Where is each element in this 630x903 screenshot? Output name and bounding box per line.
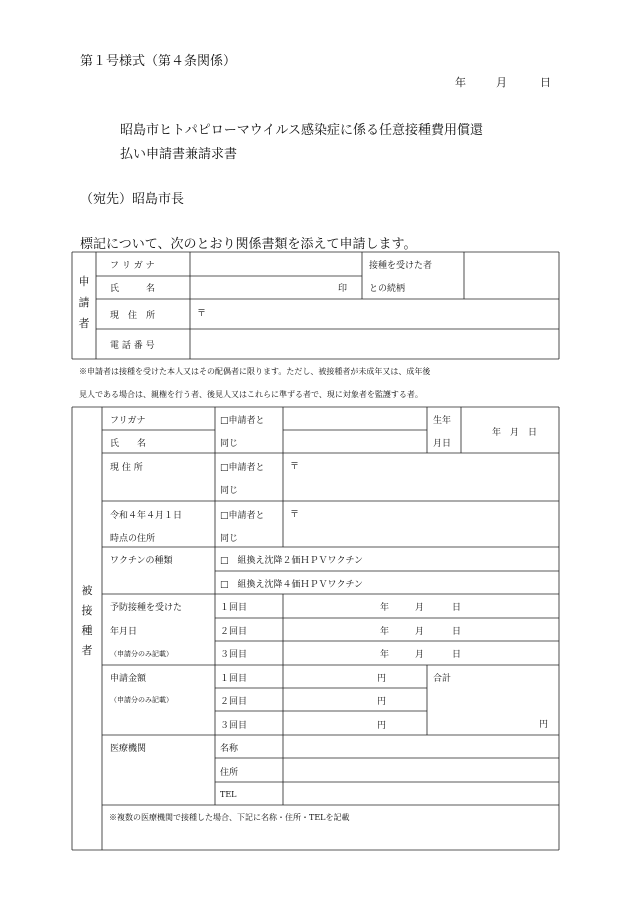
- applicant-address-input[interactable]: [210, 300, 558, 328]
- dose2-year: 年: [380, 627, 390, 637]
- facility-label: 医療機関: [110, 744, 147, 754]
- r4-address-label-2: 時点の住所: [110, 534, 156, 544]
- vaccination-date-note: （申請分のみ記載）: [110, 650, 173, 658]
- recipient-same-address-checkbox[interactable]: □申請者と: [220, 463, 265, 473]
- facility-address-input[interactable]: [284, 759, 558, 781]
- dose2-month: 月: [415, 627, 425, 637]
- applicant-relation-input[interactable]: [465, 253, 558, 298]
- recipient-postal-mark: 〒: [290, 462, 300, 472]
- recipient-name-input[interactable]: [284, 431, 426, 452]
- applicant-relation-label-1: 接種を受けた者: [369, 261, 433, 271]
- form-number: 第１号様式（第４条関係）: [80, 54, 237, 69]
- addressee: （宛先）昭島市長: [80, 192, 185, 207]
- dose3-year: 年: [380, 650, 390, 660]
- amount-note: （申請分のみ記載）: [110, 696, 173, 704]
- dose1-day: 日: [452, 603, 462, 613]
- r4-same-label: 同じ: [220, 534, 239, 544]
- total-yen: 円: [539, 720, 549, 730]
- recipient-name-label: 氏 名: [110, 439, 147, 449]
- applicant-postal-mark: 〒: [197, 309, 207, 319]
- amount2-input[interactable]: [284, 689, 374, 710]
- vaccination-date-label-2: 年月日: [110, 627, 138, 637]
- intro-text: 標記について、次のとおり関係書類を添えて申請します。: [80, 237, 417, 252]
- applicant-name-input[interactable]: [191, 277, 331, 298]
- applicant-address-label: 現 住 所: [110, 311, 156, 321]
- date-dose-3: ３回目: [220, 650, 248, 660]
- recipient-same-address-label: 同じ: [220, 486, 239, 496]
- birth-date: 年 月 日: [492, 428, 538, 438]
- amount2-yen: 円: [377, 697, 387, 707]
- applicant-furigana-input[interactable]: [191, 253, 361, 275]
- facility-tel-label: TEL: [220, 790, 237, 799]
- multi-facility-note: ※複数の医療機関で接種した場合、下記に名称・住所・TELを記載: [109, 813, 350, 822]
- birth-label-2: 月日: [433, 439, 452, 449]
- form-title-line1: 昭島市ヒトパピローマウイルス感染症に係る任意接種費用償還: [120, 123, 483, 138]
- recipient-same-name-label: 同じ: [220, 439, 239, 449]
- facility-name-input[interactable]: [284, 736, 558, 757]
- amount-dose-3: ３回目: [220, 721, 248, 731]
- header-date-month: 月: [496, 76, 507, 89]
- date-dose-2: ２回目: [220, 627, 248, 637]
- recipient-address-input[interactable]: [300, 454, 558, 500]
- amount3-input[interactable]: [284, 712, 374, 734]
- dose3-day: 日: [452, 650, 462, 660]
- vaccine-option-4valent[interactable]: □ 組換え沈降４価ＨＰＶワクチン: [220, 580, 364, 590]
- dose1-year: 年: [380, 603, 390, 613]
- applicant-phone-label: 電 話 番 号: [110, 341, 155, 351]
- vaccination-date-label-1: 予防接種を受けた: [110, 603, 183, 613]
- applicant-name-label: 氏 名: [110, 284, 156, 294]
- amount3-yen: 円: [377, 721, 387, 731]
- r4-same-checkbox[interactable]: □申請者と: [220, 511, 265, 521]
- recipient-furigana-label: フリガナ: [110, 416, 146, 426]
- multi-facility-input[interactable]: [103, 828, 558, 849]
- recipient-section-label: 被 接 種 者: [81, 584, 93, 657]
- header-date-day: 日: [540, 76, 551, 89]
- recipient-furigana-input[interactable]: [284, 408, 426, 429]
- applicant-phone-input[interactable]: [191, 330, 558, 358]
- r4-address-input[interactable]: [300, 502, 558, 546]
- dose1-month: 月: [415, 603, 425, 613]
- note-line2: 見人である場合は、親権を行う者、後見人又はこれらに準ずる者で、現に対象者を監護する者。: [79, 390, 423, 399]
- amount1-input[interactable]: [284, 666, 374, 687]
- amount-label: 申請金額: [110, 674, 147, 684]
- recipient-same-name-checkbox[interactable]: □申請者と: [220, 416, 265, 426]
- vaccine-option-2valent[interactable]: □ 組換え沈降２価ＨＰＶワクチン: [220, 556, 364, 566]
- facility-address-label: 住所: [220, 768, 239, 778]
- total-label: 合計: [433, 674, 452, 684]
- date-dose-1: １回目: [220, 603, 248, 613]
- r4-postal-mark: 〒: [290, 510, 300, 520]
- applicant-relation-label-2: との続柄: [369, 284, 406, 294]
- amount-dose-1: １回目: [220, 674, 248, 684]
- applicant-furigana-label: フ リ ガ ナ: [110, 261, 155, 271]
- applicant-section-label: 申 請 者: [78, 275, 90, 330]
- header-date-year: 年: [455, 76, 466, 89]
- dose3-month: 月: [415, 650, 425, 660]
- facility-name-label: 名称: [220, 744, 239, 754]
- recipient-address-label: 現 住 所: [110, 463, 143, 473]
- dose2-day: 日: [452, 627, 462, 637]
- amount1-yen: 円: [377, 674, 387, 684]
- vaccine-label: ワクチンの種類: [110, 556, 173, 566]
- amount-dose-2: ２回目: [220, 697, 248, 707]
- applicant-seal: 印: [338, 284, 348, 294]
- note-line1: ※申請者は接種を受けた本人又はその配偶者に限ります。ただし、被接種者が未成年又は、成年後: [79, 367, 431, 376]
- birth-label-1: 生年: [433, 416, 452, 426]
- r4-address-label-1: 令和４年４月１日: [110, 511, 183, 521]
- facility-tel-input[interactable]: [284, 783, 558, 804]
- form-title-line2: 払い申請書兼請求書: [120, 147, 238, 162]
